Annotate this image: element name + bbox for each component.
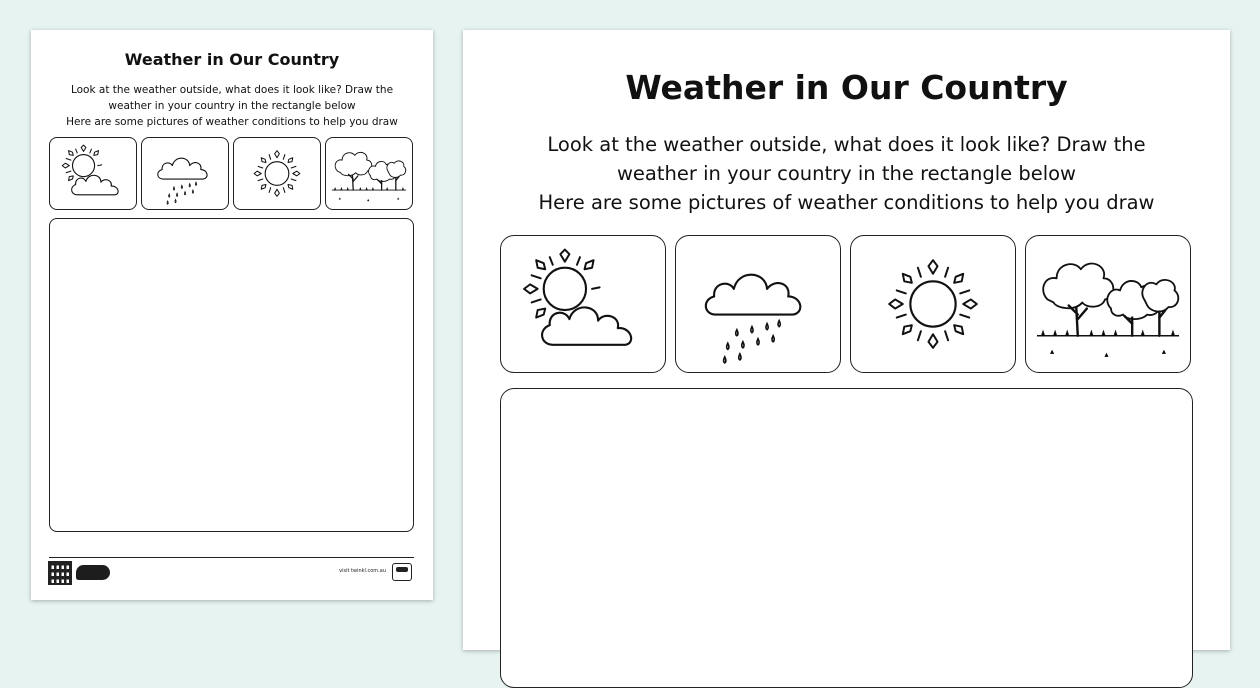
weather-pictures xyxy=(500,235,1191,373)
drawing-area[interactable] xyxy=(500,388,1193,688)
worksheet-footer xyxy=(49,557,414,588)
sun-icon xyxy=(233,137,321,210)
worksheet-title-small: Weather in Our Country xyxy=(124,50,340,69)
footer-url: visit twinkl.com.au xyxy=(339,568,386,574)
instruction-line-3-small: Here are some pictures of weather conditions to help you draw xyxy=(66,116,398,128)
instruction-line-3: Here are some pictures of weather conditions to help you draw xyxy=(538,191,1155,214)
worksheet-title: Weather in Our Country xyxy=(625,68,1068,107)
instruction-line-2: weather in your country in the rectangle below xyxy=(616,162,1076,185)
worksheet-thumbnail xyxy=(31,30,433,600)
instruction-line-2-small: weather in your country in the rectangle below xyxy=(108,100,356,112)
sun-behind-cloud-icon xyxy=(49,137,137,210)
drawing-area-small[interactable] xyxy=(49,218,414,532)
instructions-small xyxy=(31,82,433,130)
sun-behind-cloud-icon xyxy=(500,235,666,373)
trees-icon xyxy=(325,137,413,210)
worksheet-zoomed xyxy=(463,30,1230,650)
instruction-line-1-small: Look at the weather outside, what does it look like? Draw the xyxy=(70,84,394,96)
rain-cloud-icon xyxy=(675,235,841,373)
weather-pictures-small xyxy=(49,137,413,210)
twinkl-logo xyxy=(76,565,110,580)
badge-icon xyxy=(392,563,412,581)
instructions xyxy=(463,130,1230,217)
sun-icon xyxy=(850,235,1016,373)
instruction-line-1: Look at the weather outside, what does it look like? Draw the xyxy=(547,133,1146,156)
rain-cloud-icon xyxy=(141,137,229,210)
qr-code-icon xyxy=(49,562,71,584)
trees-icon xyxy=(1025,235,1191,373)
